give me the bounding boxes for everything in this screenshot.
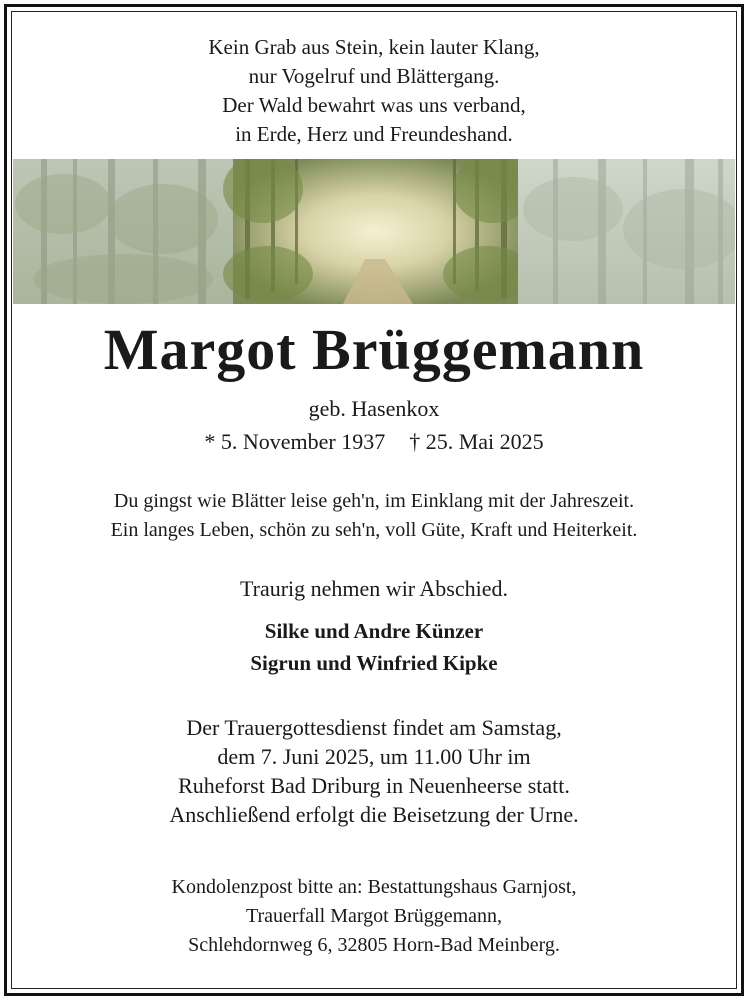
service-line: dem 7. Juni 2025, um 11.00 Uhr im — [217, 744, 531, 769]
birth-name: geb. Hasenkox — [308, 396, 440, 421]
forest-path-illustration — [13, 159, 735, 304]
farewell-line: Traurig nehmen wir Abschied. — [239, 576, 509, 601]
condolence-line: Trauerfall Margot Brüggemann, — [245, 905, 503, 927]
life-dates — [0, 428, 748, 456]
birth-date: * 5. November 1937 — [204, 429, 386, 454]
deceased-name: Margot Brüggemann — [103, 317, 645, 382]
forest-path-photo — [13, 159, 735, 304]
poem-line: nur Vogelruf und Blättergang. — [248, 64, 500, 88]
poem-line: Kein Grab aus Stein, kein lauter Klang, — [208, 35, 540, 59]
condolence-address — [0, 873, 748, 960]
opening-poem — [0, 33, 748, 149]
service-line: Anschließend erfolgt die Beisetzung der Urne. — [169, 802, 579, 827]
death-date: † 25. Mai 2025 — [409, 429, 544, 454]
mourner-name: Silke und Andre Künzer — [264, 619, 484, 643]
mourners-list — [0, 615, 748, 679]
verse-line: Ein langes Leben, schön zu seh'n, voll Güte, Kraft und Heiterkeit. — [110, 519, 638, 541]
service-line: Der Trauergottesdienst findet am Samstag, — [186, 715, 562, 740]
memorial-verse — [0, 487, 748, 545]
condolence-line: Kondolenzpost bitte an: Bestattungshaus Garnjost, — [171, 876, 577, 898]
poem-line: in Erde, Herz und Freundeshand. — [235, 122, 513, 146]
poem-line: Der Wald bewahrt was uns verband, — [222, 93, 526, 117]
verse-line: Du gingst wie Blätter leise geh'n, im Einklang mit der Jahreszeit. — [113, 490, 635, 512]
service-line: Ruheforst Bad Driburg in Neuenheerse statt. — [178, 773, 570, 798]
mourner-name: Sigrun und Winfried Kipke — [250, 651, 498, 675]
service-info — [0, 713, 748, 829]
condolence-line: Schlehdornweg 6, 32805 Horn-Bad Meinberg. — [188, 934, 560, 956]
